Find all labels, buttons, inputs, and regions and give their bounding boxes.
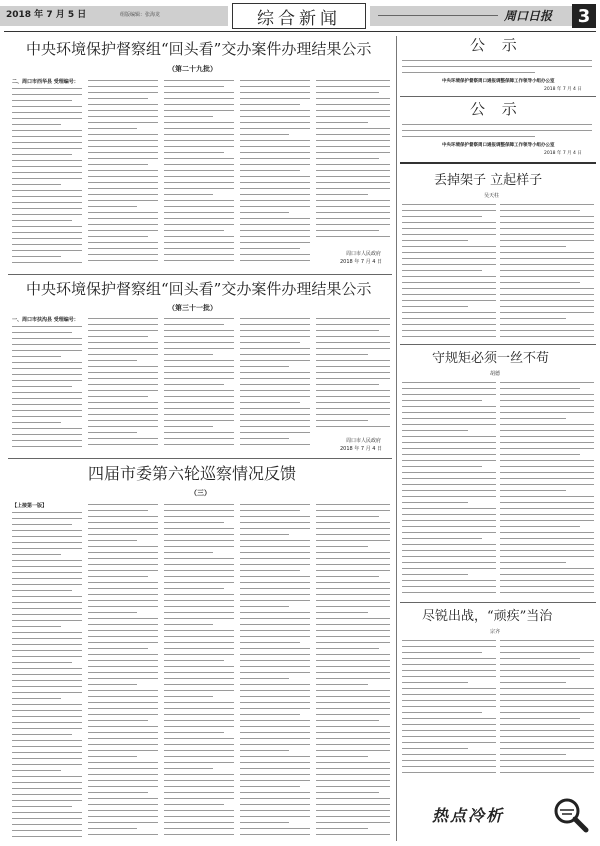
- commentary3-col1: [402, 640, 496, 780]
- article2-sign-org: 周口市人民政府: [346, 438, 382, 444]
- article1-col1: [12, 88, 82, 270]
- article2-bottom-rule: [8, 458, 392, 459]
- article2-opening: 一、周口市扶沟县 受理编号：: [12, 317, 79, 323]
- magnifier-icon: [550, 794, 590, 834]
- commentary2-col2: [500, 382, 594, 600]
- article1-title: 中央环境保护督察组“回头看”交办案件办理结果公示: [26, 40, 372, 58]
- article2-col4: [240, 318, 310, 454]
- page-number-box: [572, 4, 596, 28]
- article2-col1: [12, 326, 82, 454]
- commentary3-title: 尽锐出战，“顽疾”当治: [422, 609, 553, 624]
- article3-title: 四届市委第六轮巡察情况反馈: [88, 464, 297, 483]
- column-logo: [410, 788, 596, 840]
- article2-title: 中央环境保护督察组“回头看”交办案件办理结果公示: [26, 280, 372, 298]
- commentary2-author: 胡德: [490, 371, 501, 377]
- commentary2-rule: [400, 602, 596, 603]
- commentary1-col1: [402, 204, 496, 342]
- paper-logo: 周口日报: [504, 9, 553, 23]
- column-divider: [396, 36, 397, 841]
- article3-col4: [240, 504, 310, 840]
- commentary1-col2: [500, 204, 594, 342]
- commentary3-col2: [500, 640, 594, 780]
- column-logo-text: 热点冷析: [432, 806, 505, 825]
- article1-opening: 二、周口市西华县 受理编号：: [12, 79, 79, 85]
- notice2-body: [402, 124, 592, 144]
- notice2-title: 公 示: [470, 100, 523, 118]
- section-title-box: [232, 3, 366, 29]
- masthead-meta: 组版编辑：张海龙: [120, 12, 161, 18]
- masthead: [0, 0, 600, 32]
- masthead-contact-line: [378, 15, 498, 18]
- commentary2-title: 守规矩必须一丝不苟: [432, 351, 550, 366]
- section-title: 综合新闻: [257, 8, 341, 29]
- notice1-title: 公 示: [470, 36, 523, 54]
- notice1-date: 2018 年 7 月 4 日: [544, 87, 582, 92]
- article2-col2: [88, 318, 158, 454]
- article3-col3: [164, 504, 234, 840]
- masthead-rule: [4, 31, 596, 32]
- article3-opening: 【上接第一版】: [12, 503, 48, 509]
- article3-col5: [316, 504, 390, 840]
- article1-col2: [88, 80, 158, 270]
- commentary2-col1: [402, 382, 496, 600]
- notice1-rule: [400, 96, 596, 97]
- article1-col5: [316, 80, 390, 244]
- article1-bottom-rule: [8, 274, 392, 275]
- notice2-org: 中央环境保护督察周口通报调整保障工作领导小组办公室: [442, 143, 555, 148]
- notice1-body: [402, 60, 592, 80]
- notice2-date: 2018 年 7 月 4 日: [544, 151, 582, 156]
- notice2-rule: [400, 162, 596, 164]
- article2-col3: [164, 318, 234, 454]
- article3-subtitle: （三）: [190, 489, 211, 497]
- article1-col4: [240, 80, 310, 270]
- page-number: 3: [577, 5, 591, 27]
- article3-col2: [88, 504, 158, 840]
- article1-sign-org: 周口市人民政府: [346, 251, 382, 257]
- article3-col1: [12, 512, 82, 840]
- commentary3-author: 宗齐: [490, 629, 501, 635]
- commentary1-author: 吴天柱: [484, 193, 500, 199]
- article1-col3: [164, 80, 234, 270]
- article2-col5: [316, 318, 390, 434]
- commentary1-title: 丢掉架子 立起样子: [434, 173, 543, 188]
- notice1-org: 中央环境保护督察周口通报调整保障工作领导小组办公室: [442, 79, 555, 84]
- masthead-date: 2018 年 7 月 5 日: [6, 10, 87, 20]
- article2-sign-date: 2018 年 7 月 4 日: [340, 446, 383, 452]
- commentary1-rule: [400, 344, 596, 345]
- article1-sign-date: 2018 年 7 月 4 日: [340, 259, 383, 265]
- article2-subtitle: （第三十一批）: [168, 304, 217, 312]
- article1-subtitle: （第二十九批）: [168, 65, 217, 73]
